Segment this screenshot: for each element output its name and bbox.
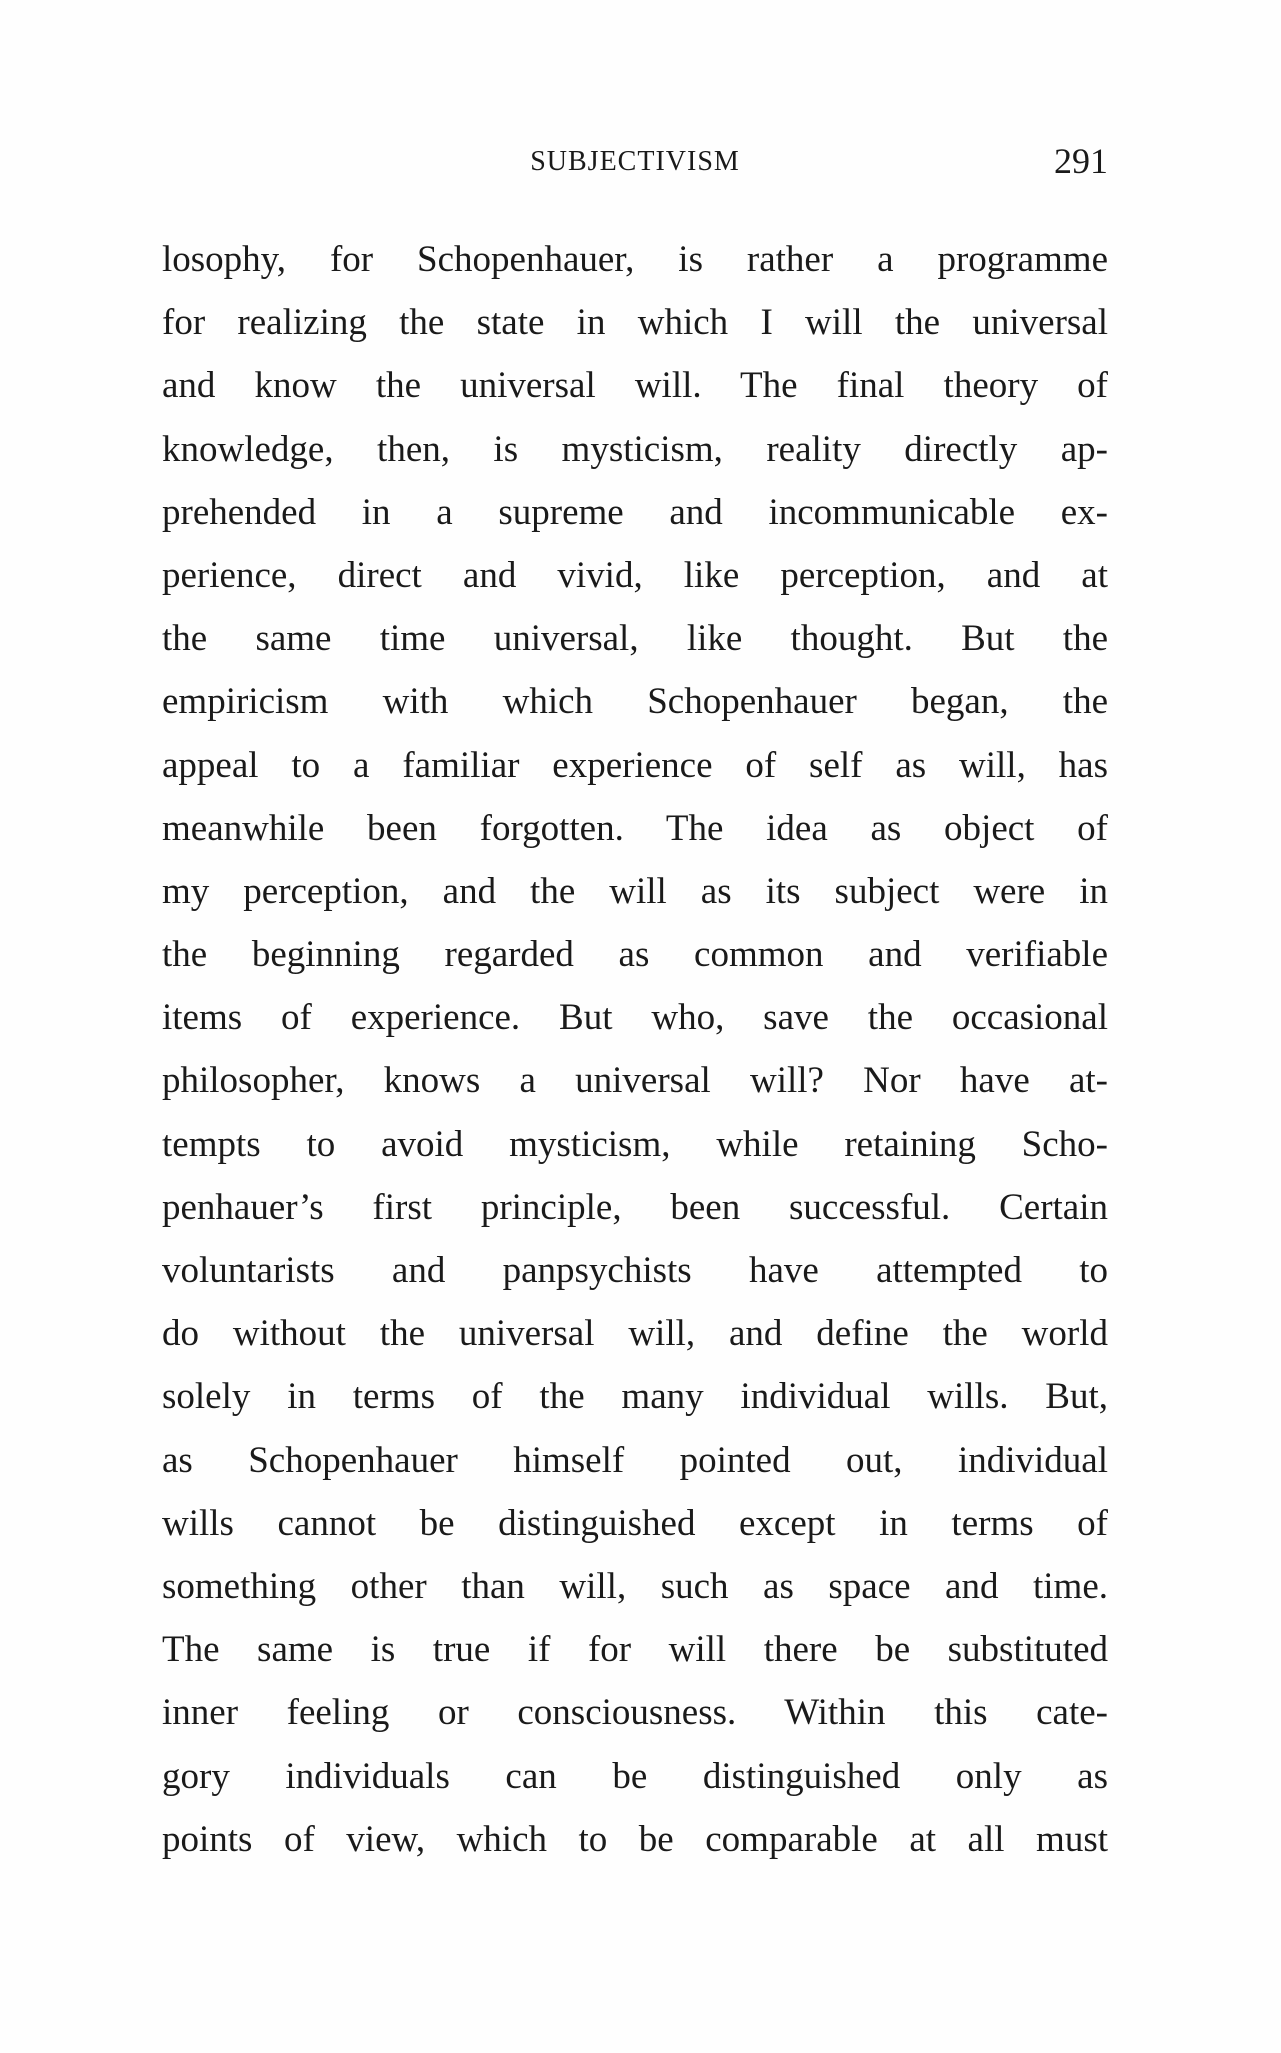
text-line: inner feeling or consciousness. Within this cate-: [162, 1692, 1108, 1734]
text-line: and know the universal will. The final theory of: [162, 365, 1108, 407]
text-line: gory individuals can be distinguished only as: [162, 1755, 1108, 1797]
text-line: meanwhile been forgotten. The idea as object of: [162, 807, 1108, 849]
text-line: appeal to a familiar experience of self as will, has: [162, 744, 1108, 786]
text-line: my perception, and the will as its subject were in: [162, 870, 1108, 912]
text-line: something other than will, such as space and time.: [162, 1565, 1108, 1607]
page-number: 291: [1054, 141, 1108, 181]
text-line: losophy, for Schopenhauer, is rather a programme: [162, 239, 1108, 280]
text-line: do without the universal will, and define the world: [162, 1313, 1108, 1355]
text-line: empiricism with which Schopenhauer began, the: [162, 681, 1108, 723]
text-line: items of experience. But who, save the occasional: [162, 997, 1108, 1039]
text-line: voluntarists and panpsychists have attempted to: [162, 1250, 1108, 1291]
body-text: [162, 228, 1108, 1871]
text-line: philosopher, knows a universal will? Nor have at-: [162, 1060, 1108, 1102]
text-line: The same is true if for will there be substituted: [162, 1629, 1108, 1671]
text-line: for realizing the state in which I will the universal: [162, 302, 1108, 344]
text-line: the beginning regarded as common and verifiable: [162, 934, 1108, 976]
text-line: the same time universal, like thought. But the: [162, 618, 1108, 660]
text-line: tempts to avoid mysticism, while retaining Scho-: [162, 1123, 1108, 1165]
text-line: solely in terms of the many individual wills. But,: [162, 1376, 1108, 1418]
text-line: points of view, which to be comparable at all must: [162, 1818, 1108, 1860]
text-line: penhauer’s first principle, been successful. Certain: [162, 1186, 1108, 1228]
text-line: perience, direct and vivid, like perception, and at: [162, 554, 1108, 596]
text-line: knowledge, then, is mysticism, reality directly ap-: [162, 428, 1108, 470]
text-line: wills cannot be distinguished except in terms of: [162, 1502, 1108, 1544]
text-line: prehended in a supreme and incommunicable ex-: [162, 491, 1108, 533]
running-head: [162, 140, 1108, 184]
running-title: SUBJECTIVISM: [530, 146, 740, 177]
text-line: as Schopenhauer himself pointed out, individual: [162, 1439, 1108, 1481]
